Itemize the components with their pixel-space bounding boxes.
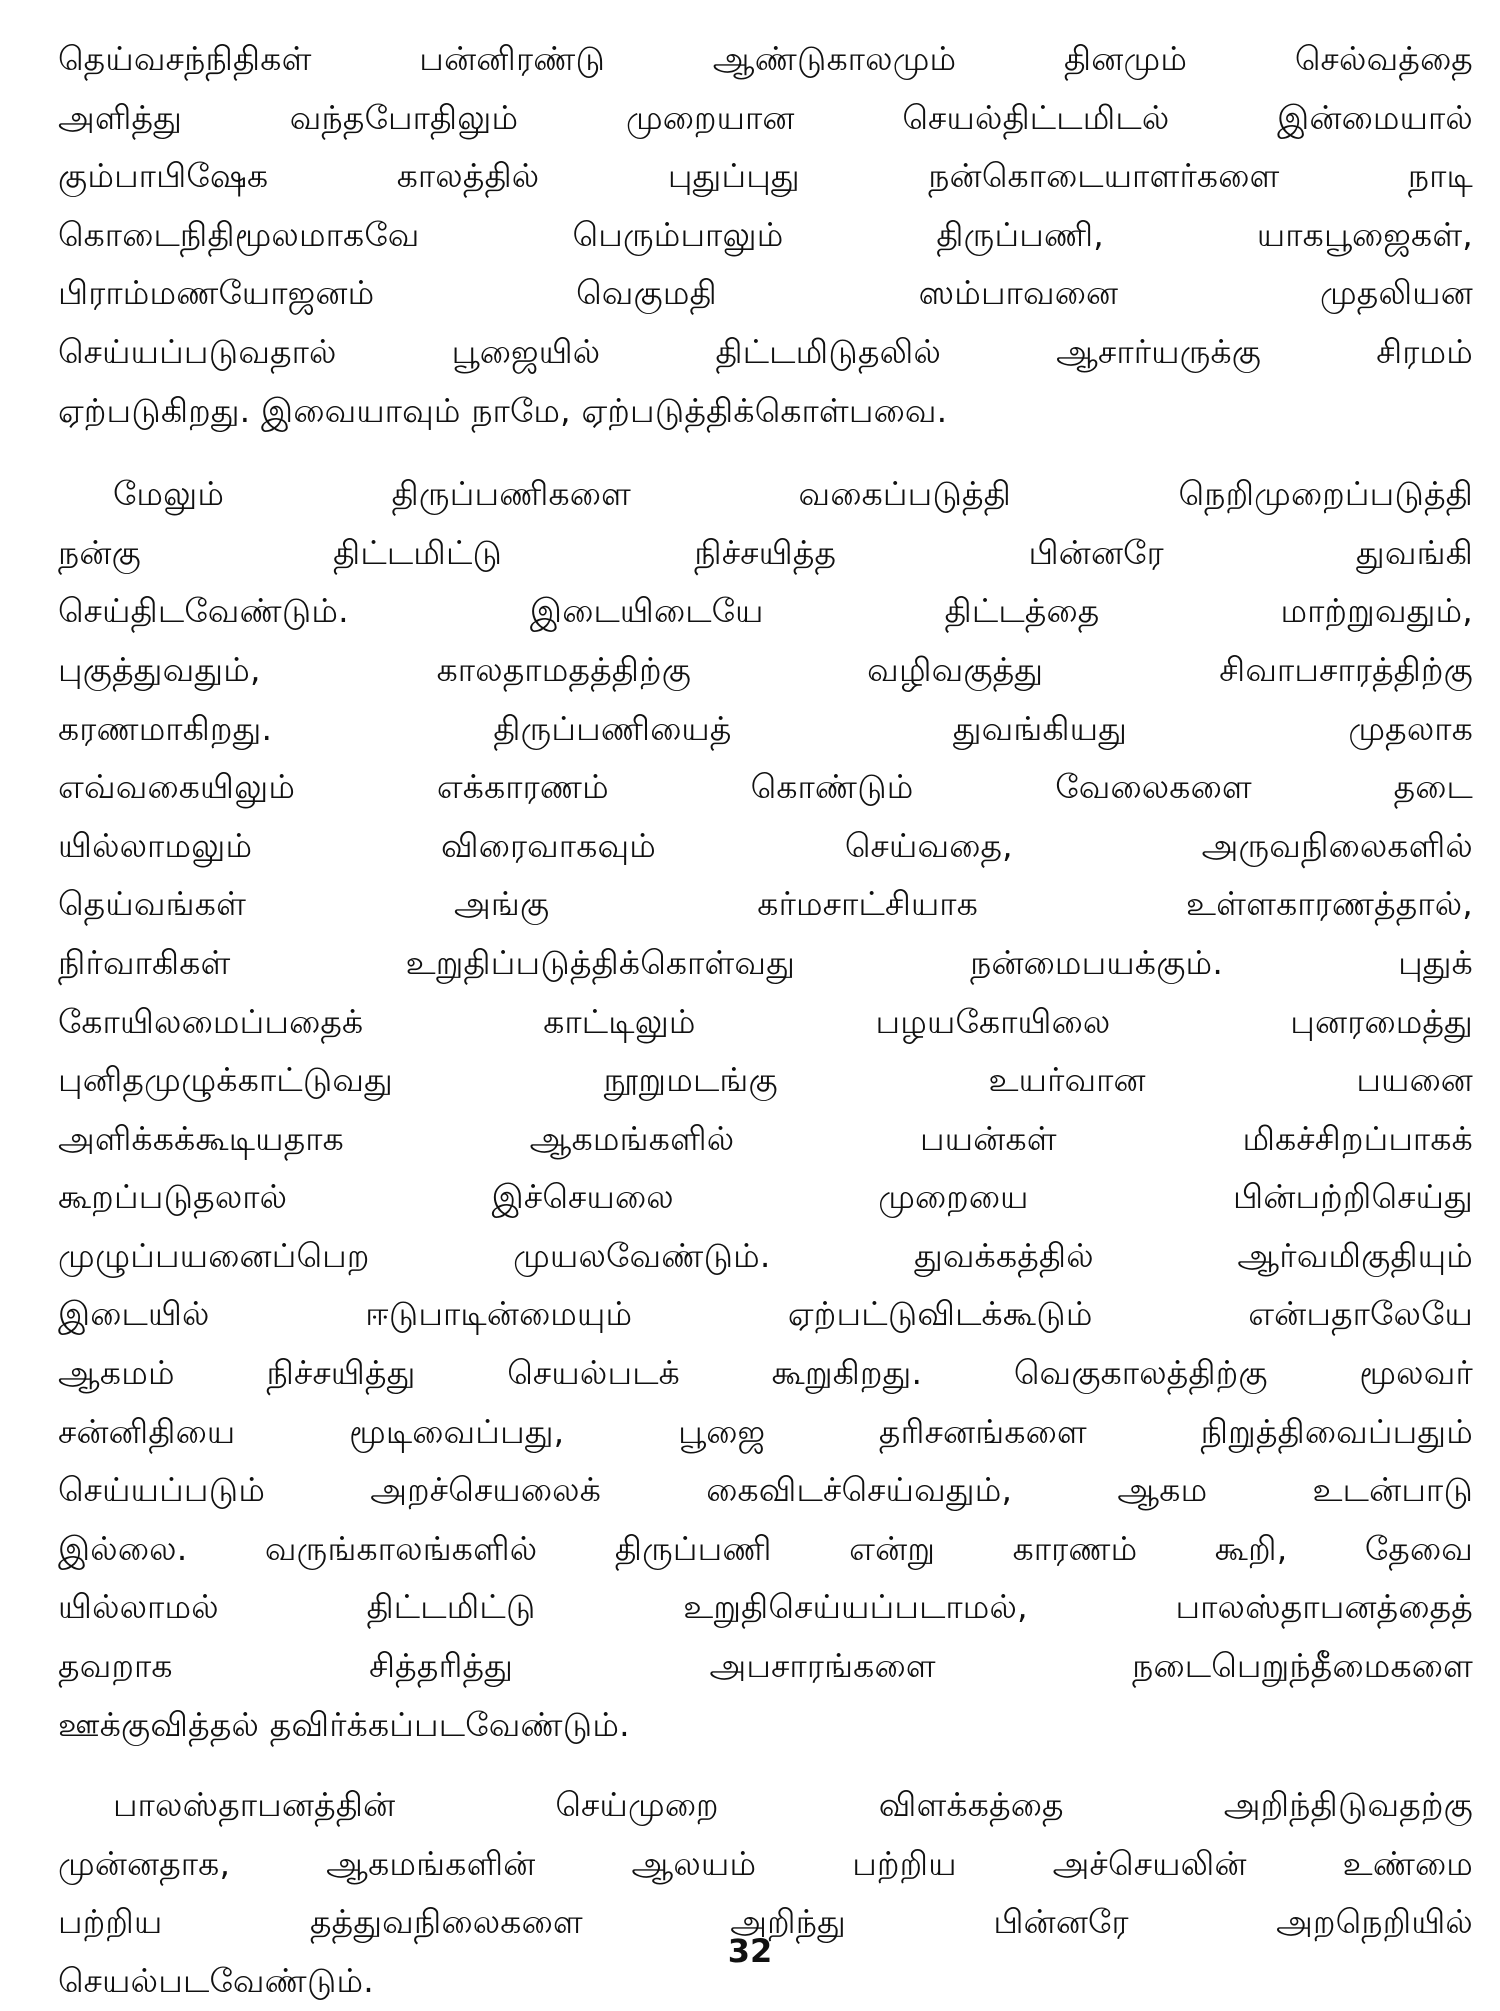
text-line: அளிக்கக்கூடியதாக ஆகமங்களில் பயன்கள் மிகச்சிறப்பாகக் bbox=[58, 1118, 1473, 1158]
paragraph-gap bbox=[58, 1754, 1473, 1776]
text-line: இடையில் ஈடுபாடின்மையும் ஏற்பட்டுவிடக்கூடும் என்பதாலேயே bbox=[58, 1294, 1473, 1334]
text-line: பாலஸ்தாபனத்தின் செய்முறை விளக்கத்தை அறிந்திடுவதற்கு bbox=[113, 1785, 1473, 1825]
document-body bbox=[58, 30, 1473, 2011]
text-line: கூறப்படுதலால் இச்செயலை முறையை பின்பற்றிசெய்து bbox=[58, 1177, 1473, 1217]
page-number: 32 bbox=[727, 1932, 773, 1970]
paragraph-3 bbox=[58, 1776, 1473, 2010]
text-line: ஊக்குவித்தல் தவிர்க்கப்படவேண்டும். bbox=[58, 1704, 630, 1744]
text-line: பிராம்மணயோஜனம் வெகுமதி ஸம்பாவனை முதலியன bbox=[58, 273, 1473, 313]
paragraph-1 bbox=[58, 30, 1473, 440]
text-line: இல்லை. வருங்காலங்களில் திருப்பணி என்று காரணம் கூறி, தேவை bbox=[58, 1528, 1473, 1568]
text-line: சன்னிதியை மூடிவைப்பது, பூஜை தரிசனங்களை நிறுத்திவைப்பதும் bbox=[58, 1411, 1473, 1451]
text-line: செய்யப்படும் அறச்செயலைக் கைவிடச்செய்வதும், ஆகம உடன்பாடு bbox=[58, 1470, 1473, 1510]
text-line: அளித்து வந்தபோதிலும் முறையான செயல்திட்டமிடல் இன்மையால் bbox=[58, 97, 1473, 137]
text-line: செயல்படவேண்டும். bbox=[58, 1961, 374, 2000]
text-line: தவறாக சித்தரித்து அபசாரங்களை நடைபெறுந்தீமைகளை bbox=[58, 1646, 1473, 1686]
paragraph-2 bbox=[58, 465, 1473, 1754]
text-line: யில்லாமல் திட்டமிட்டு உறுதிசெய்யப்படாமல், பாலஸ்தாபனத்தைத் bbox=[58, 1587, 1473, 1627]
text-line: தெய்வங்கள் அங்கு கர்மசாட்சியாக உள்ளகாரணத்தால், bbox=[58, 884, 1473, 924]
text-line: முழுப்பயனைப்பெற முயலவேண்டும். துவக்கத்தில் ஆர்வமிகுதியும் bbox=[58, 1235, 1473, 1275]
text-line: முன்னதாக, ஆகமங்களின் ஆலயம் பற்றிய அச்செயலின் உண்மை bbox=[58, 1843, 1473, 1883]
text-line: கொடைநிதிமூலமாகவே பெரும்பாலும் திருப்பணி, யாகபூஜைகள், bbox=[58, 214, 1473, 254]
text-line: கரணமாகிறது. திருப்பணியைத் துவங்கியது முதலாக bbox=[58, 708, 1473, 748]
text-line: தெய்வசந்நிதிகள் பன்னிரண்டு ஆண்டுகாலமும் தினமும் செல்வத்தை bbox=[58, 39, 1473, 78]
paragraph-gap bbox=[58, 440, 1473, 465]
text-line: செய்திடவேண்டும். இடையிடையே திட்டத்தை மாற்றுவதும், bbox=[58, 591, 1473, 631]
text-line: கும்பாபிஷேக காலத்தில் புதுப்புது நன்கொடையாளர்களை நாடி bbox=[58, 156, 1473, 196]
text-line: நன்கு திட்டமிட்டு நிச்சயித்த பின்னரே துவங்கி bbox=[58, 532, 1473, 572]
text-line: ஏற்படுகிறது. இவையாவும் நாமே, ஏற்படுத்திக்கொள்பவை. bbox=[58, 390, 948, 430]
text-line: புகுத்துவதும், காலதாமதத்திற்கு வழிவகுத்து சிவாபசாரத்திற்கு bbox=[58, 649, 1473, 689]
text-line: புனிதமுழுக்காட்டுவது நூறுமடங்கு உயர்வான பயனை bbox=[58, 1060, 1473, 1100]
text-line: பற்றிய தத்துவநிலைகளை அறிந்து பின்னரே அறநெறியில் bbox=[58, 1902, 1473, 1942]
text-line: யில்லாமலும் விரைவாகவும் செய்வதை, அருவநிலைகளில் bbox=[58, 825, 1473, 865]
text-line: ஆகமம் நிச்சயித்து செயல்படக் கூறுகிறது. வெகுகாலத்திற்கு மூலவர் bbox=[58, 1353, 1473, 1393]
text-line: கோயிலமைப்பதைக் காட்டிலும் பழயகோயிலை புனரமைத்து bbox=[58, 1001, 1473, 1041]
text-line: செய்யப்படுவதால் பூஜையில் திட்டமிடுதலில் ஆசார்யருக்கு சிரமம் bbox=[58, 331, 1473, 371]
text-line: மேலும் திருப்பணிகளை வகைப்படுத்தி நெறிமுறைப்படுத்தி bbox=[113, 474, 1473, 514]
text-line: எவ்வகையிலும் எக்காரணம் கொண்டும் வேலைகளை தடை bbox=[58, 767, 1473, 807]
text-line: நிர்வாகிகள் உறுதிப்படுத்திக்கொள்வது நன்மைபயக்கும். புதுக் bbox=[58, 942, 1473, 982]
